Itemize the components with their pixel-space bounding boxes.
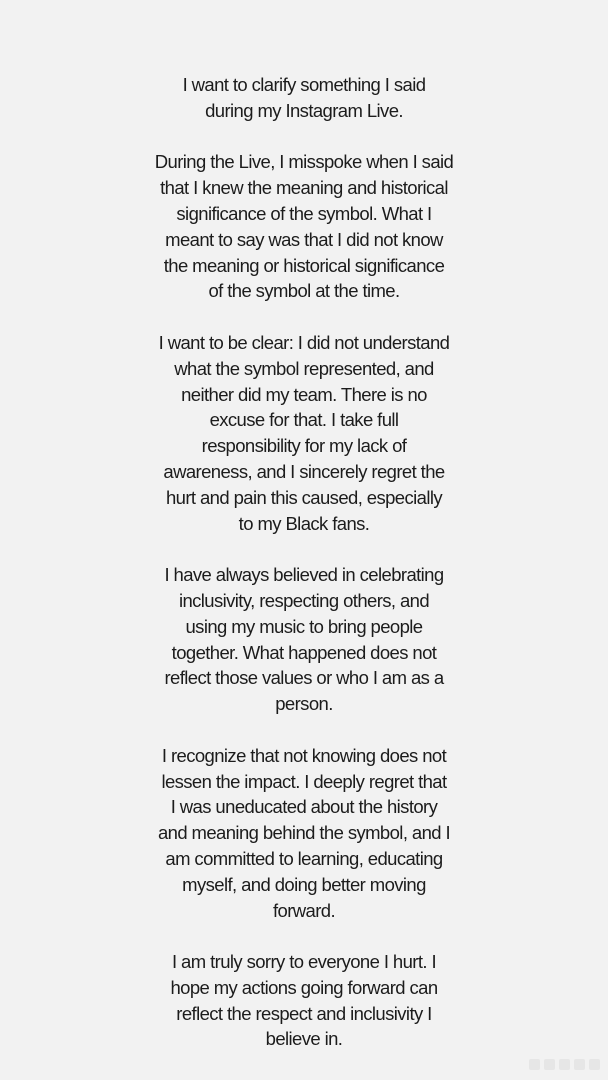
watermark-square-icon — [574, 1059, 585, 1070]
paragraph-values: I have always believed in celebrating inclusivity, respecting others, and using my music to bring people together. What happened does not reflect those values or who I am as a person. — [164, 564, 444, 715]
statement-text — [40, 72, 568, 1052]
paragraph-responsibility: I want to be clear: I did not understand what the symbol represented, and neither did my team. There is no excuse for that. I take full responsibility for my lack of awareness, and I sincerely regret the hurt and pain this caused, especially to my Black fans. — [158, 331, 450, 534]
paragraph-clarification: I want to clarify something I said during my Instagram Live. — [182, 74, 426, 121]
paragraph-commitment: I recognize that not knowing does not lessen the impact. I deeply regret that I was uneducated about the history and meaning behind the symbol, and I am committed to learning, educating myself, and doing better moving forward. — [157, 744, 451, 921]
watermark-square-icon — [529, 1059, 540, 1070]
watermark-square-icon — [544, 1059, 555, 1070]
watermark-logo — [529, 1059, 600, 1070]
watermark-square-icon — [589, 1059, 600, 1070]
paragraph-apology: I am truly sorry to everyone I hurt. I hope my actions going forward can reflect the respect and inclusivity I believe in. — [170, 951, 438, 1050]
paragraph-misspoke: During the Live, I misspoke when I said that I knew the meaning and historical significance of the symbol. What I meant to say was that I did not know the meaning or historical significance of the symbol at the time. — [154, 151, 454, 302]
watermark-square-icon — [559, 1059, 570, 1070]
